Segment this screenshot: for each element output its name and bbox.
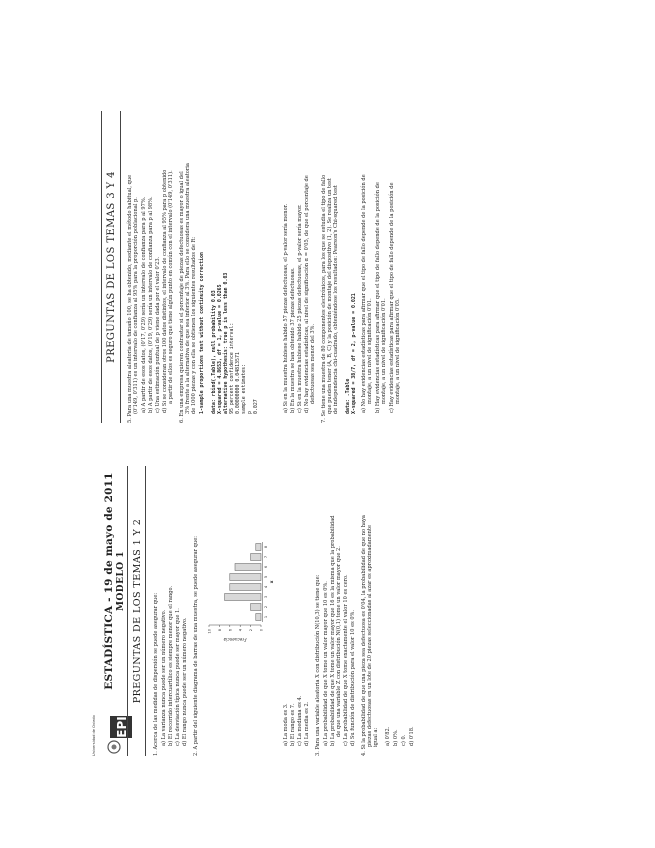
q6-option-b: b) En la muestra se han obtenido 37 piezas defectuosas. [290, 267, 296, 413]
left-column [0, 466, 655, 756]
q6-output-line: 0.00000000 0.04813571 [235, 352, 241, 414]
divider [145, 466, 146, 756]
q7-output-line: data: .Table [345, 378, 351, 414]
q7-stem-line2: que pueden tener (A, B, C) y la posición de montaje del dispositivo (1, 2). Se realiza un test [327, 178, 333, 414]
divider [120, 111, 121, 423]
bar [225, 594, 261, 601]
q6-output-line: p [247, 411, 253, 414]
q1-option-a: a) La varianza nunca puede ser un número negativo. [161, 609, 167, 746]
q5-option-a: a) A partir de esos datos, (0'17, 0'29) sería un intervalo de confianza para p al 97%. [141, 196, 147, 413]
x-tick-label: 4 [264, 585, 268, 589]
q7-option-c: c) Hay evidencias estadísticas para afirmar que el tipo de fallo depende de la posición de [389, 182, 395, 413]
y-tick-label: 0 [259, 629, 264, 632]
q2-option-a: a) La moda es 3. [283, 703, 289, 746]
q3-option-a: a) La probabilidad de que X tome un valor mayor que 10 es 0%. [323, 581, 329, 746]
bar [235, 564, 261, 571]
q4-stem-line1: 4. Si la probabilidad de que una pieza sea defectuosa es 0'04, la probabilidad de que no haya [361, 515, 367, 756]
q2-option-b: b) El rango es 7. [290, 703, 296, 746]
q6-output-line: 1-sample proportions test without continuity correction [199, 252, 205, 414]
divider [127, 466, 128, 756]
x-tick-label: 2 [264, 605, 268, 609]
y-axis-label: Frecuencia [223, 637, 247, 642]
q6-stem-line2: 3% frente a la alternativa de que sea inferior al 3%. Para ello se considera una muestra aleatoria [185, 163, 191, 414]
q6-output-line: 0.027 [253, 399, 259, 414]
x-axis-label: x [270, 580, 275, 584]
section-title-1-2: PREGUNTAS DE LOS TEMAS 1 Y 2 [132, 518, 143, 704]
q6-option-a: a) Si en la muestra hubiese habido 57 piezas defectuosas, el p-valor sería menor. [283, 203, 289, 413]
q6-option-d-cont: defectuosas sea menor del 3%. [310, 323, 316, 404]
q7-option-a-cont: montaje, a un nivel de significación 0'01. [367, 298, 373, 404]
q7-option-b: b) Hay evidencias estadísticas para afirmar que el tipo de fallo depende de la posición de [375, 182, 381, 413]
q6-option-c: c) Si en la muestra hubiese habido 25 piezas defectuosas, el p-valor sería mayor. [297, 204, 303, 413]
y-tick-label: 6 [228, 629, 233, 632]
bar [251, 604, 261, 611]
y-tick-label: 10 [207, 629, 212, 634]
q7-option-b-cont: montaje, a un nivel de significación 0'01. [381, 298, 387, 404]
section-title-3-4: PREGUNTAS DE LOS TEMAS 3 Y 4 [106, 171, 117, 363]
q1-option-d: d) El rango nunca puede ser un número negativo. [182, 617, 188, 746]
y-tick-label: 2 [249, 629, 254, 632]
x-tick-label: 7 [264, 555, 268, 559]
q2-option-d: d) La media es 2. [304, 701, 310, 746]
university-name: Universidad de Oviedo [92, 715, 96, 756]
q5-stem-line1: 5. Para una muestra aleatoria de tamaño 100, se ha obtenido, mediante el método habitual, que [127, 174, 133, 423]
q2-option-c: c) La mediana es 4. [297, 695, 303, 746]
right-column [0, 111, 655, 423]
q4-option-c: c) 0. [401, 734, 407, 746]
x-tick-label: 3 [264, 595, 268, 599]
q6-output-line: 95 percent confidence interval: [229, 322, 235, 414]
x-tick-label: 5 [264, 575, 268, 579]
bar [230, 574, 261, 581]
q7-stem-line1: 7. Se tiene una muestra de 80 componentes electrónicos, para los que se estudia el tipo de fallo [321, 174, 327, 423]
y-tick-label: 8 [217, 629, 222, 632]
x-tick-label: 1 [264, 615, 268, 619]
q3-option-d: d) Su función de distribución para el valor 10 es 0%. [350, 609, 356, 746]
x-tick-label: 8 [264, 545, 268, 549]
q4-option-d: d) 0'18. [409, 726, 415, 746]
q6-stem-line3: de 1000 piezas y con ella se obtienen los siguientes resultados de R: [191, 236, 197, 414]
q5-option-d-cont: a partir de ellos es seguro que tiene algún punto en común con el intervalo (0'149, 0'311). [168, 170, 174, 404]
bar-chart [201, 534, 277, 644]
q6-output-line: alternative hypothesis: true p is less than 0.03 [223, 272, 229, 414]
model-label: MODELO 1 [116, 550, 126, 612]
divider [101, 111, 102, 423]
q5-option-b: b) A partir de esos datos, (0'19, 0'29) sería un intervalo de confianza para p al 98%. [148, 196, 154, 413]
q4-option-a: a) 0'82. [385, 726, 391, 746]
bar [256, 614, 261, 621]
q6-output-line: data: rbind(.Table), null probability 0.03 [211, 290, 217, 414]
q7-output-line: X-squared = 38/7, df = 2, p-value = 0.021 [351, 293, 357, 414]
q6-option-d: d) No hay evidencias estadísticas, al nivel de significación α = 0'05, de que el porcentaje de [304, 175, 310, 413]
q1-stem: 1. Acerca de las medidas de dispersión se puede asegurar que: [153, 592, 159, 756]
q6-output-line: sample estimates: [241, 363, 247, 414]
x-tick-label: 6 [264, 565, 268, 569]
bar [256, 544, 261, 551]
q3-stem: 3. Para una variable aleatoria X con distribución N(10,3) se tiene que: [315, 574, 321, 756]
q4-stem-line3: igual a: [373, 727, 379, 747]
q6-output-line: X-squared = 4.8653, df = 1, p-value = 0.0265 [217, 284, 223, 414]
q3-option-c: c) La probabilidad de que X tome exactamente el valor 10 es cero. [343, 574, 349, 746]
q3-option-b-cont: de que una variable Z con distribución N(0,1) tome un valor mayor que 2. [336, 546, 342, 737]
q7-stem-line3: de independencia chi-cuadrado, obteniéndose los resultados: Pearson's Chi-squared test [333, 185, 339, 414]
q4-option-b: b) 0%. [393, 729, 399, 746]
q7-option-a: a) No hay evidencias estadísticas para afirmar que el tipo de fallo depende de la posición de [361, 174, 367, 413]
exam-title: ESTADÍSTICA - 19 de mayo de 2011 [103, 472, 115, 690]
q3-option-b: b) La probabilidad de que X tome un valor mayor que 16 es la misma que la probabilidad [330, 515, 336, 746]
q5-option-d: d) Si se consideran otros 100 datos distintos, el intervalo de confianza al 95% para p obtenido [162, 169, 168, 413]
q5-option-c: c) Una estimación puntual de p viene dada por el valor 0'23. [155, 256, 161, 413]
y-tick-label: 4 [238, 629, 243, 632]
q6-stem-line1: 6. En una empresa quieren contrastar si el porcentaje de piezas defectuosas es mayor o igual del [179, 171, 185, 423]
svg-text:EPI: EPI [115, 716, 129, 738]
q2-stem: 2. A partir del siguiente diagrama de barras de una muestra, se puede asegurar que: [193, 536, 199, 756]
q1-option-c: c) La desviación típica nunca puede ser mayor que 1. [175, 608, 181, 746]
q5-stem-line2: (0'149, 0'311) es un intervalo de confianza al 95% para la proporción poblacional p. [133, 197, 139, 414]
q4-stem-line2: piezas defectuosas en un lote de 20 piezas seleccionadas al azar es aproximadamente [367, 524, 373, 747]
bar [230, 584, 261, 591]
q7-option-c-cont: montaje, a un nivel de significación 0'05. [395, 298, 401, 404]
bar [251, 554, 261, 561]
q1-option-b: b) El recorrido intercuartílico es siempre menor que el rango. [168, 585, 174, 746]
